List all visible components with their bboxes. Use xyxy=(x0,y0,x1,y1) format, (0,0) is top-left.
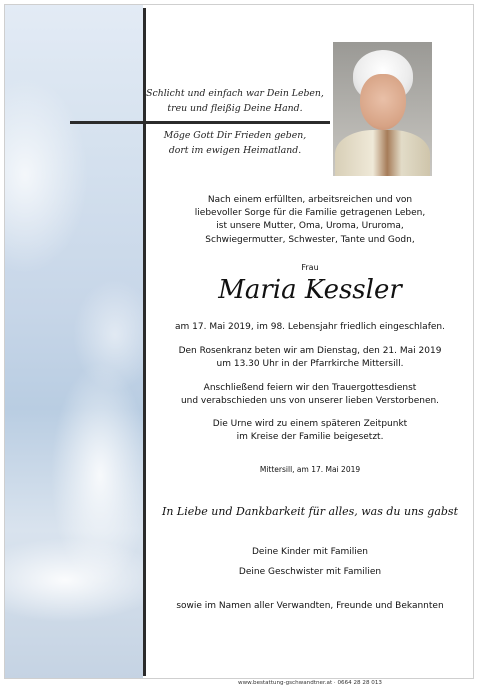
intro-line: liebevoller Sorge für die Familie getragenen Leben, xyxy=(194,208,426,219)
poem-line: Möge Gott Dir Frieden geben, xyxy=(163,130,307,141)
urn-line: im Kreise der Familie beigesetzt. xyxy=(236,432,384,443)
rosary-paragraph xyxy=(150,345,470,371)
footer-contact: www.bestattung-gschwandtner.at · 0664 28 28 013 xyxy=(238,680,382,686)
mourners-others: sowie im Namen aller Verwandten, Freunde und Bekannten xyxy=(176,601,444,611)
poem-line: treu und fleißig Deine Hand. xyxy=(167,103,303,114)
service-line: Anschließend feiern wir den Trauergottesdienst xyxy=(203,383,417,393)
poem-line: dort im ewigen Heimatland. xyxy=(168,145,302,156)
mourners-siblings: Deine Geschwister mit Familien xyxy=(238,567,382,577)
place-date: Mittersill, am 17. Mai 2019 xyxy=(259,465,361,474)
death-notice: am 17. Mai 2019, im 98. Lebensjahr friedlich eingeschlafen. xyxy=(175,322,445,332)
cross-horizontal-beam xyxy=(70,121,330,124)
portrait-photo xyxy=(333,42,432,176)
intro-line: ist unsere Mutter, Oma, Uroma, Ururoma, xyxy=(216,221,404,232)
intro-line: Nach einem erfüllten, arbeitsreichen und von xyxy=(207,195,413,205)
poem-second-couplet xyxy=(140,128,330,158)
rosary-line: Den Rosenkranz beten wir am Dienstag, den 21. Mai 2019 xyxy=(178,346,442,356)
urn-line: Die Urne wird zu einem späteren Zeitpunkt xyxy=(212,419,408,429)
service-paragraph xyxy=(150,382,470,408)
mourners-kids: Deine Kinder mit Familien xyxy=(251,547,369,557)
honorific-title: Frau xyxy=(301,263,319,272)
closing-phrase: In Liebe und Dankbarkeit für alles, was du uns gabst xyxy=(161,505,459,518)
intro-paragraph xyxy=(150,194,470,247)
sky-background-image xyxy=(5,5,143,678)
poem-line: Schlicht und einfach war Dein Leben, xyxy=(146,88,324,99)
poem-first-couplet xyxy=(140,86,330,116)
deceased-name: Maria Kessler xyxy=(218,275,402,305)
rosary-line: um 13.30 Uhr in der Pfarrkirche Mittersill. xyxy=(216,359,404,370)
service-line: und verabschieden uns von unserer lieben Verstorbenen. xyxy=(180,396,440,407)
urn-paragraph xyxy=(150,418,470,444)
intro-line: Schwiegermutter, Schwester, Tante und Godn, xyxy=(205,234,415,245)
